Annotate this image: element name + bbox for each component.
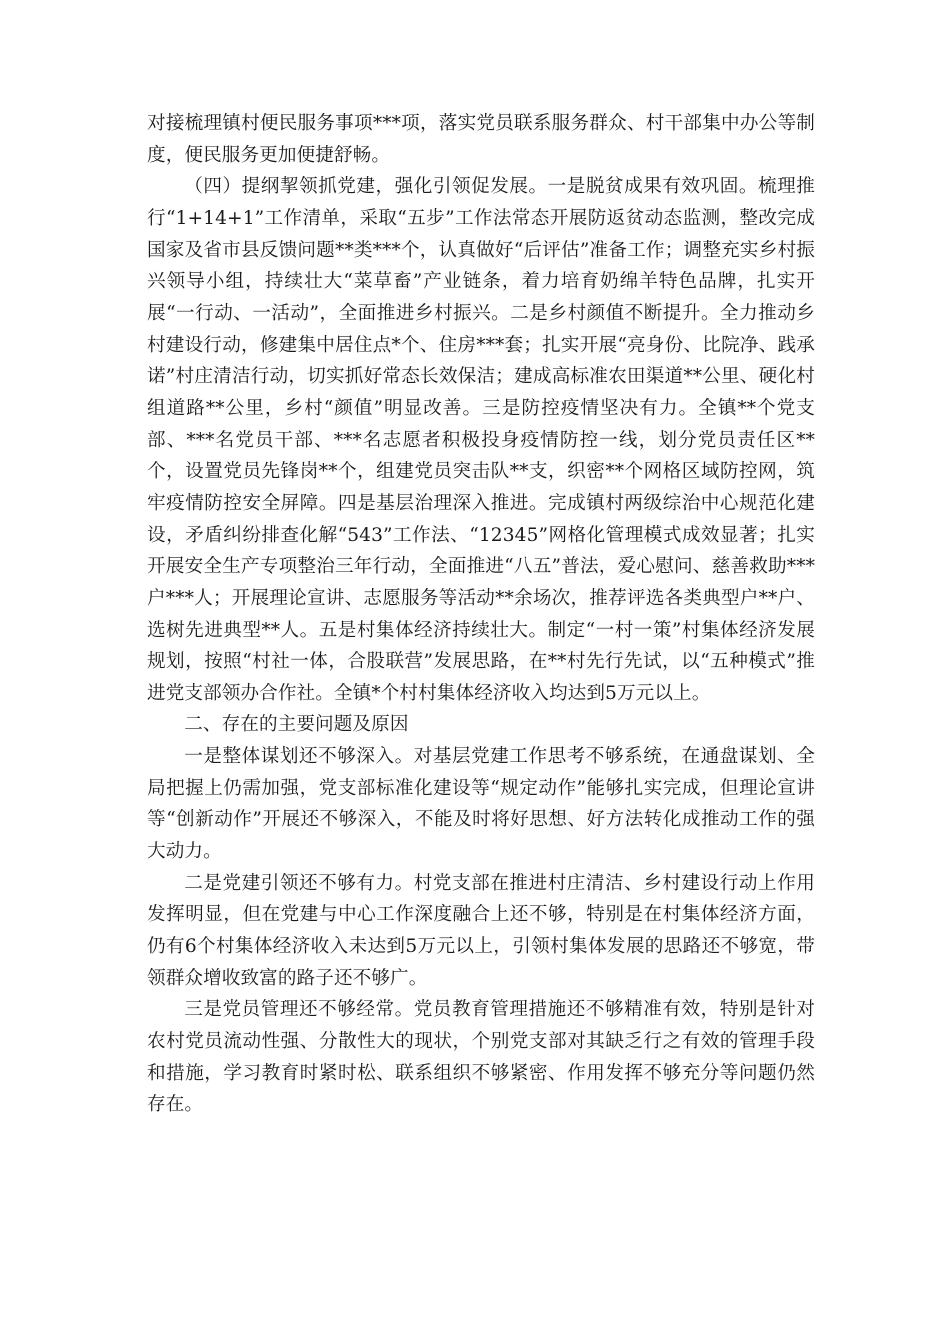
section-heading-problems: 二、存在的主要问题及原因 (184, 714, 409, 736)
document-body (147, 108, 815, 1121)
paragraph-problem-two: 二是党建引领还不够有力。村党支部在推进村庄清洁、乡村建设行动上作用发挥明显，但在党建与中心工作深度融合上还不够，特别是在村集体经济方面，仍有6个村集体经济收入未达到5万元以上，引领村集体发展的思路还不够宽，带领群众增收致富的路子还不够广。 (147, 872, 815, 989)
paragraph-problem-one: 一是整体谋划还不够深入。对基层党建工作思考不够系统，在通盘谋划、全局把握上仍需加强，党支部标准化建设等“规定动作”能够扎实完成，但理论宣讲等“创新动作”开展还不够深入，不能及时将好思想、好方法转化成推动工作的强大动力。 (147, 746, 815, 863)
paragraph-problem-three: 三是党员管理还不够经常。党员教育管理措施还不够精准有效，特别是针对农村党员流动性强、分散性大的现状，个别党支部对其缺乏行之有效的管理手段和措施，学习教育时紧时松、联系组织不够紧密、作用发挥不够充分等问题仍然存在。 (147, 999, 815, 1116)
paragraph-section-four: （四）提纲挈领抓党建，强化引领促发展。一是脱贫成果有效巩固。梳理推行“1+14+1”工作清单，采取“五步”工作法常态开展防返贫动态监测，整改完成国家及省市县反馈问题**类***个，认真做好“后评估”准备工作；调整充实乡村振兴领导小组，持续壮大“菜草畜”产业链条，着力培育奶绵羊特色品牌，扎实开展“一行动、一活动”，全面推进乡村振兴。二是乡村颜值不断提升。全力推动乡村建设行动，修建集中居住点*个、住房***套；扎实开展“亮身份、比院净、践承诺”村庄清洁行动，切实抓好常态长效保洁；建成高标准农田渠道**公里、硬化村组道路**公里，乡村“颜值”明显改善。三是防控疫情坚决有力。全镇**个党支部、***名党员干部、***名志愿者积极投身疫情防控一线，划分党员责任区**个，设置党员先锋岗**个，组建党员突击队**支，织密**个网格区域防控网，筑牢疫情防控安全屏障。四是基层治理深入推进。完成镇村两级综治中心规范化建设，矛盾纠纷排查化解“543”工作法、“12345”网格化管理模式成效显著；扎实开展安全生产专项整治三年行动，全面推进“八五”普法，爱心慰问、慈善救助***户***人；开展理论宣讲、志愿服务等活动**余场次，推荐评选各类典型户**户、选树先进典型**人。五是村集体经济持续壮大。制定“一村一策”村集体经济发展规划，按照“村社一体，合股联营”发展思路，在**村先行先试，以“五种模式”推进党支部领办合作社。全镇*个村村集体经济收入均达到5万元以上。 (147, 176, 815, 704)
paragraph-continuation: 对接梳理镇村便民服务事项***项，落实党员联系服务群众、村干部集中办公等制度，便民服务更加便捷舒畅。 (147, 113, 815, 166)
